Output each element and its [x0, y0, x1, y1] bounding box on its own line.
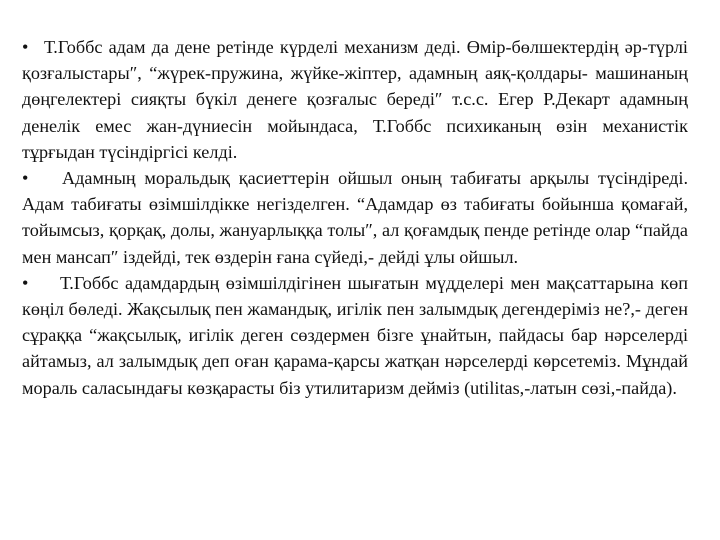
- paragraph-2-text: Адамның моральдық қасиеттерін ойшыл оның табиғаты арқылы түсіндіреді. Адам табиғаты өзімшілдікке негізделген. “Адамдар өз табиғаты бойынша қомағай, тойымсыз, қорқақ, долы, жануарлыққа толы″, ал қоғамдық пенде ретінде олар “пайда мен мансап″ іздейді, тек өздерін ғана сүйеді,- дейді ұлы ойшыл.: [22, 168, 688, 267]
- bullet-3: •: [22, 272, 29, 293]
- bullet-1: •: [22, 37, 29, 57]
- paragraph-1: [22, 34, 688, 165]
- paragraph-2: [22, 165, 688, 270]
- paragraph-3: [22, 270, 688, 401]
- bullet-2: •: [22, 168, 29, 189]
- text-body: [22, 34, 688, 401]
- paragraph-3-text: Т.Гоббс адамдардың өзімшілдігінен шығатын мүдделері мен мақсаттарына көп көңіл бөледі. Жақсылық пен жамандық, игілік пен залымдық дегендеріміз не?,- деген сұраққа “жақсылық, игілік деген сөздермен бізге ұнайтын, пайдасы бар нәрселерді айтамыз, ал залымдық деп оған қарама-қарсы жатқан нәрселерді көрсетеміз. Мұндай мораль саласындағы көзқарасты біз утилитаризм дейміз (utilitas,-латын сөзі,-пайда).: [22, 272, 688, 398]
- paragraph-1-text: Т.Гоббс адам да дене ретінде күрделі механизм деді. Өмір-бөлшектердің әр-түрлі қозғалыстары″, “жүрек-пружина, жүйке-жіптер, адамның аяқ-қолдары- машинаның дөңгелектері сияқты бүкіл денеге қозғалыс береді″ т.с.с. Егер Р.Декарт адамның денелік емес жан-дүниесін мойындаса, Т.Гоббс психиканың өзін механистік тұрғыдан түсіндіргісі келді.: [22, 37, 688, 162]
